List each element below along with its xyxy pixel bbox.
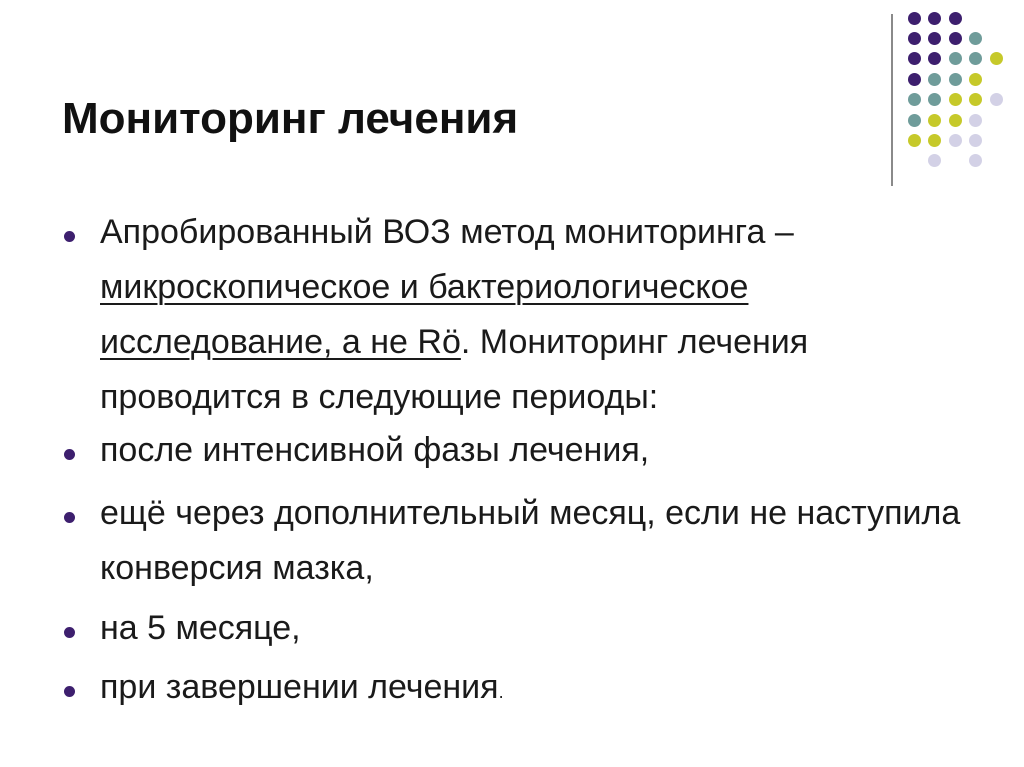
- bullet-text: ещё через дополнительный месяц, если не наступила конверсия мазка,: [100, 494, 961, 587]
- decor-dot: [969, 154, 982, 167]
- bullet-text: после интенсивной фазы лечения,: [100, 431, 650, 469]
- decor-dot: [990, 93, 1003, 106]
- decor-dot: [928, 134, 941, 147]
- bullet-icon: [64, 627, 75, 638]
- bullet-icon: [64, 512, 75, 523]
- decor-dot: [928, 93, 941, 106]
- bullet-end-period: .: [498, 682, 504, 702]
- decor-dot: [969, 114, 982, 127]
- decor-dot: [928, 52, 941, 65]
- bullet-icon: [64, 231, 75, 242]
- decor-dot: [908, 93, 921, 106]
- decor-dot: [949, 93, 962, 106]
- decor-dot: [969, 52, 982, 65]
- bullet-text: [100, 205, 980, 425]
- decor-dot: [928, 12, 941, 25]
- divider-line: [891, 14, 893, 186]
- decor-dot: [949, 12, 962, 25]
- bullet-icon: [64, 686, 75, 697]
- bullet-text-main: при завершении лечения: [100, 668, 499, 706]
- decor-dot: [990, 52, 1003, 65]
- decor-dot: [928, 32, 941, 45]
- decor-dot: [908, 73, 921, 86]
- bullet-text: на 5 месяце,: [100, 609, 301, 647]
- decor-dot: [949, 73, 962, 86]
- dot-grid-icon: [908, 12, 1008, 162]
- slide-title: Мониторинг лечения: [62, 94, 519, 143]
- bullet-text-lead: Апробированный ВОЗ метод мониторинга –: [100, 213, 794, 251]
- decor-dot: [949, 32, 962, 45]
- bullet-text-tail: . Мониторинг лечения проводится в следующие периоды:: [100, 323, 809, 416]
- decor-dot: [969, 73, 982, 86]
- decor-dot: [928, 73, 941, 86]
- decor-dot: [949, 134, 962, 147]
- bullet-text: [100, 660, 980, 720]
- decor-dot: [969, 32, 982, 45]
- decor-dot: [949, 52, 962, 65]
- underlined-phrase: микроскопическое и бактериологическое исследование, а не Rö: [100, 268, 749, 361]
- decor-dot: [908, 12, 921, 25]
- decor-dot: [908, 114, 921, 127]
- decor-dot: [908, 32, 921, 45]
- bullet-icon: [64, 449, 75, 460]
- decor-dot: [928, 114, 941, 127]
- decor-dot: [969, 134, 982, 147]
- decor-dot: [969, 93, 982, 106]
- decor-dot: [908, 134, 921, 147]
- decor-dot: [908, 52, 921, 65]
- decor-dot: [949, 114, 962, 127]
- decor-dot: [928, 154, 941, 167]
